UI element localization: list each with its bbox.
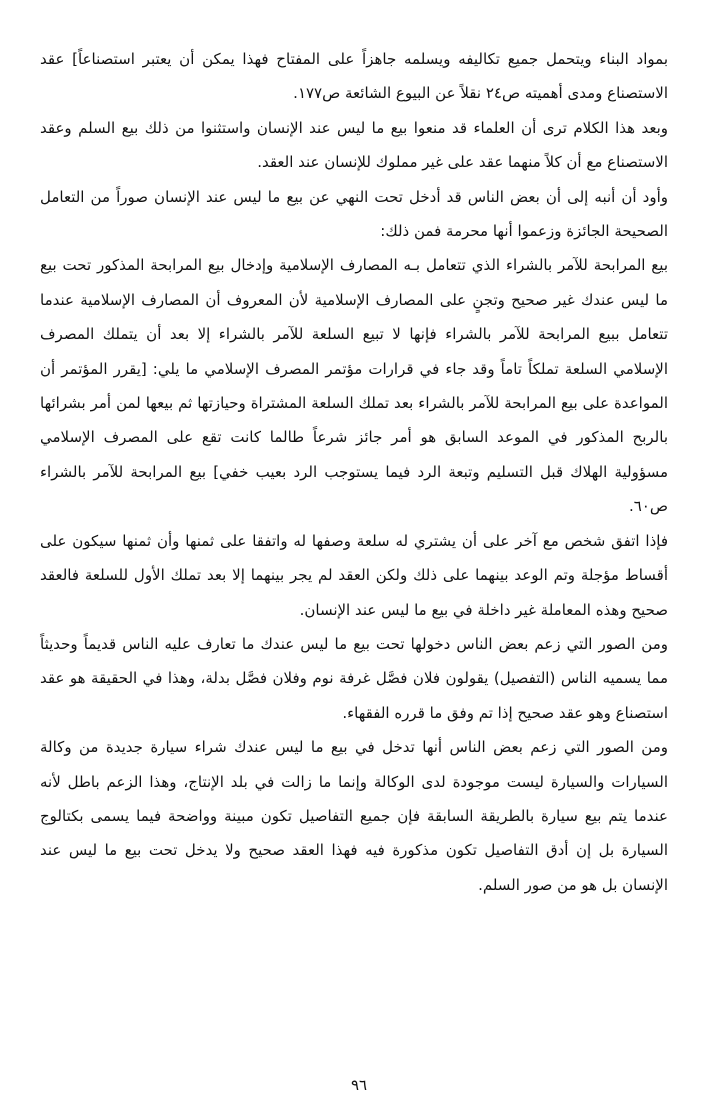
page-number: ٩٦ (350, 1076, 368, 1094)
paragraph-4: بيع المرابحة للآمر بالشراء الذي تتعامل بـه المصارف الإسلامية وإدخال بيع المرابحة المذكور تحت بيع ما ليس عندك غير صحيح وتجنٍ على المصارف الإسلامية لأن المعروف أن المصارف الإسلامية عندما تتعامل ببيع المرابحة للآمر بالشراء فإنها لا تبيع السلعة للآمر بالشراء إلا بعد أن يتملك المصرف الإسلامي السلعة تملكاً تاماً وقد جاء في قرارات مؤتمر المصرف الإسلامي ما يلي: [يقرر المؤتمر أن المواعدة على بيع المرابحة للآمر بالشراء بعد تملك السلعة المشتراة وحيازتها ثم بيعها لمن أمر بشرائها بالربح المذكور في الموعد السابق هو أمر جائز شرعاً طالما كانت تقع على المصرف الإسلامي مسؤولية الهلاك قبل التسليم وتبعة الرد فيما يستوجب الرد بعيب خفي] بيع المرابحة للآمر بالشراء ص٦٠. (40, 256, 668, 516)
paragraph-3: وأود أن أنبه إلى أن بعض الناس قد أدخل تحت النهي عن بيع ما ليس عند الإنسان صوراً من التعامل الصحيحة الجائزة وزعموا أنها محرمة فمن ذلك: (40, 187, 668, 241)
page-body (40, 42, 668, 902)
paragraph-1: بمواد البناء ويتحمل جميع تكاليفه ويسلمه جاهزاً على المفتاح فهذا يمكن أن يعتبر استصناعاً] عقد الاستصناع ومدى أهميته ص٢٤ نقلاً عن البيوع الشائعة ص١٧٧. (40, 50, 668, 103)
paragraph-7: ومن الصور التي زعم بعض الناس أنها تدخل في بيع ما ليس عندك شراء سيارة جديدة من وكالة السيارات والسيارة ليست موجودة لدى الوكالة وإنما ما زالت في بلد الإنتاج، وهذا الزعم باطل لأنه عندما يتم بيع سيارة بالطريقة السابقة فإن جميع التفاصيل تكون مبينة وواضحة فيما يسمى بكتالوج السيارة بل إن أدق التفاصيل تكون مذكورة فيه فهذا العقد صحيح ولا يدخل تحت بيع ما ليس عند الإنسان بل هو من صور السلم. (40, 738, 668, 894)
paragraph-6: ومن الصور التي زعم بعض الناس دخولها تحت بيع ما ليس عندك ما تعارف عليه الناس قديماً وحديثاً مما يسميه الناس (التفصيل) يقولون فلان فصَّل غرفة نوم وفلان فصَّل بدلة، وهذا في الحقيقة هو عقد استصناع وهو عقد صحيح إذا تم وفق ما قرره الفقهاء. (40, 634, 668, 722)
paragraph-2: وبعد هذا الكلام ترى أن العلماء قد منعوا بيع ما ليس عند الإنسان واستثنوا من ذلك بيع السلم وعقد الاستصناع مع أن كلاً منهما عقد على غير مملوك للإنسان عند العقد. (40, 118, 668, 172)
paragraph-5: فإذا اتفق شخص مع آخر على أن يشتري له سلعة وصفها له واتفقا على ثمنها وأن ثمنها سيكون على أقساط مؤجلة وتم الوعد بينهما على ذلك ولكن العقد لم يجر بينهما إلا بعد تملك الأول للسلعة فالعقد صحيح وهذه المعاملة غير داخلة في بيع ما ليس عند الإنسان. (40, 531, 668, 619)
